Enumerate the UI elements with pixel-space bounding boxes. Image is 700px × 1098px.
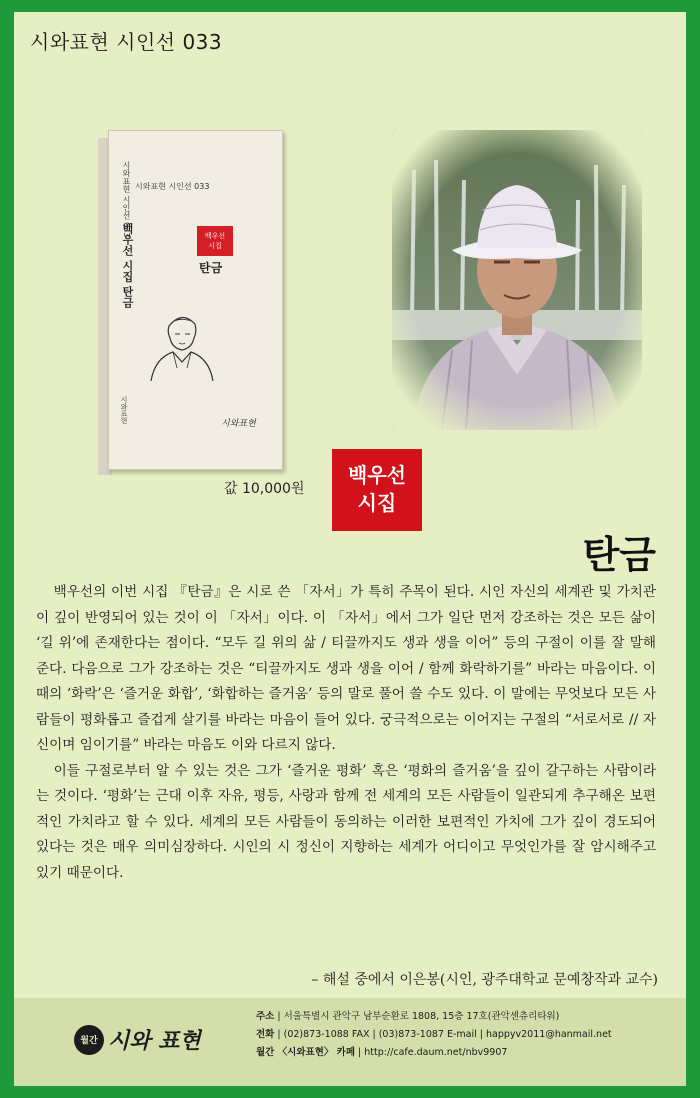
- phone-label: 전화: [256, 1029, 275, 1040]
- paragraph-2: 이들 구절로부터 알 수 있는 것은 그가 ‘즐거운 평화’ 혹은 ‘평화의 즐거움’을 깊이 갈구하는 사람이라는 것이다. ‘평화’는 근대 이후 자유, 평등, 사랑과 함께 전 세계의 모든 사람들이 일관되게 추구해온 보편적인 가치라고 할 수 있다. 세계의 모든 사람들이 동의하는 이러한 보편적인 가치에 그가 깊이 경도되어 있다는 것은 매우 의미심장하다. 시인의 시 정신이 지향하는 세계가 어디이고 무엇인가를 잘 암시해주고 있기 때문이다.: [36, 762, 656, 881]
- logo-mark-icon: 월간: [74, 1025, 104, 1055]
- cover-series: 시와표현 시인선 033: [135, 182, 210, 191]
- page-content: [14, 12, 686, 1086]
- footer: [14, 998, 686, 1086]
- publisher-info: [256, 1008, 612, 1062]
- author-photo-image: [392, 130, 642, 430]
- address-value: 서울특별시 관악구 남부순환로 1808, 15층 17호(관악센츄리타워): [283, 1011, 560, 1022]
- logo-text: 시와 표현: [108, 1028, 201, 1054]
- price: 값 10,000원: [224, 481, 305, 497]
- cover-vertical-title: 백우선 시집 탄금: [121, 223, 134, 308]
- portrait-sketch-icon: [147, 306, 217, 381]
- phone-line: 전화 | (02)873-1088 FAX | (03)873-1087 E-mail | happyv2011@hanmail.net: [256, 1029, 612, 1040]
- book-title: 탄금: [582, 532, 656, 577]
- cover-vertical-series: 시와표현 시인선 033: [122, 161, 131, 238]
- cafe-label: 월간 〈시와표현〉 카페: [256, 1047, 356, 1058]
- series-title: 시와표현 시인선 033: [30, 30, 223, 54]
- poetry-collection-label: [332, 449, 422, 531]
- phone-value: (02)873-1088 FAX | (03)873-1087 E-mail | happyv2011@hanmail.net: [283, 1029, 612, 1040]
- book-cover: [98, 130, 283, 475]
- cafe-line: 월간 〈시와표현〉 카페 | http://cafe.daum.net/nbv9907: [256, 1047, 508, 1058]
- cover-publisher-vertical: 시와표현: [120, 396, 128, 424]
- cover-badge: [197, 226, 233, 256]
- author-photo: [392, 130, 642, 430]
- cover-badge-line1: 백우선: [204, 232, 226, 240]
- cover-badge-line2: 시집: [208, 242, 222, 250]
- cover-title: 탄금: [199, 261, 223, 275]
- publisher-logo: [74, 1024, 201, 1055]
- address-line: 주소 | 서울특별시 관악구 남부순환로 1808, 15층 17호(관악센츄리타워): [256, 1011, 560, 1022]
- book-front: [108, 130, 283, 470]
- review-text: [36, 580, 656, 886]
- cafe-link[interactable]: http://cafe.daum.net/nbv9907: [364, 1047, 508, 1058]
- label-line1: 백우선: [348, 463, 406, 487]
- address-label: 주소: [256, 1011, 275, 1022]
- attribution: – 해설 중에서 이은봉(시인, 광주대학교 문예창작과 교수): [311, 972, 658, 988]
- paragraph-1: 백우선의 이번 시집 『탄금』은 시로 쓴 「자서」가 특히 주목이 된다. 시인 자신의 세계관 및 가치관이 깊이 반영되어 있는 것이 이 「자서」이다. 이 「자서」에서 그가 일단 먼저 강조하는 것은 모든 삶이 ‘길 위’에 존재한다는 점이다. “모두 길 위의 삶 / 티끌까지도 생과 생을 이어” 등의 구절이 이를 잘 말해 준다. 다음으로 그가 강조하는 것은 “티끌까지도 생과 생을 이어 / 함께 화락하기를” 바라는 마음이다. 이때의 ‘화락’은 ‘즐거운 화합’, ‘화합하는 즐거움’ 등의 말로 풀어 쓸 수도 있다. 이 말에는 무엇보다 모든 사람들이 평화롭고 즐겁게 살기를 바라는 마음이 들어 있다. 궁극적으로는 이어지는 구절의 “서로서로 // 자신이며 임이기를” 바라는 마음도 이와 다르지 않다.: [36, 584, 656, 753]
- label-line2: 시집: [357, 491, 397, 515]
- cover-publisher: 시와표현: [221, 419, 256, 429]
